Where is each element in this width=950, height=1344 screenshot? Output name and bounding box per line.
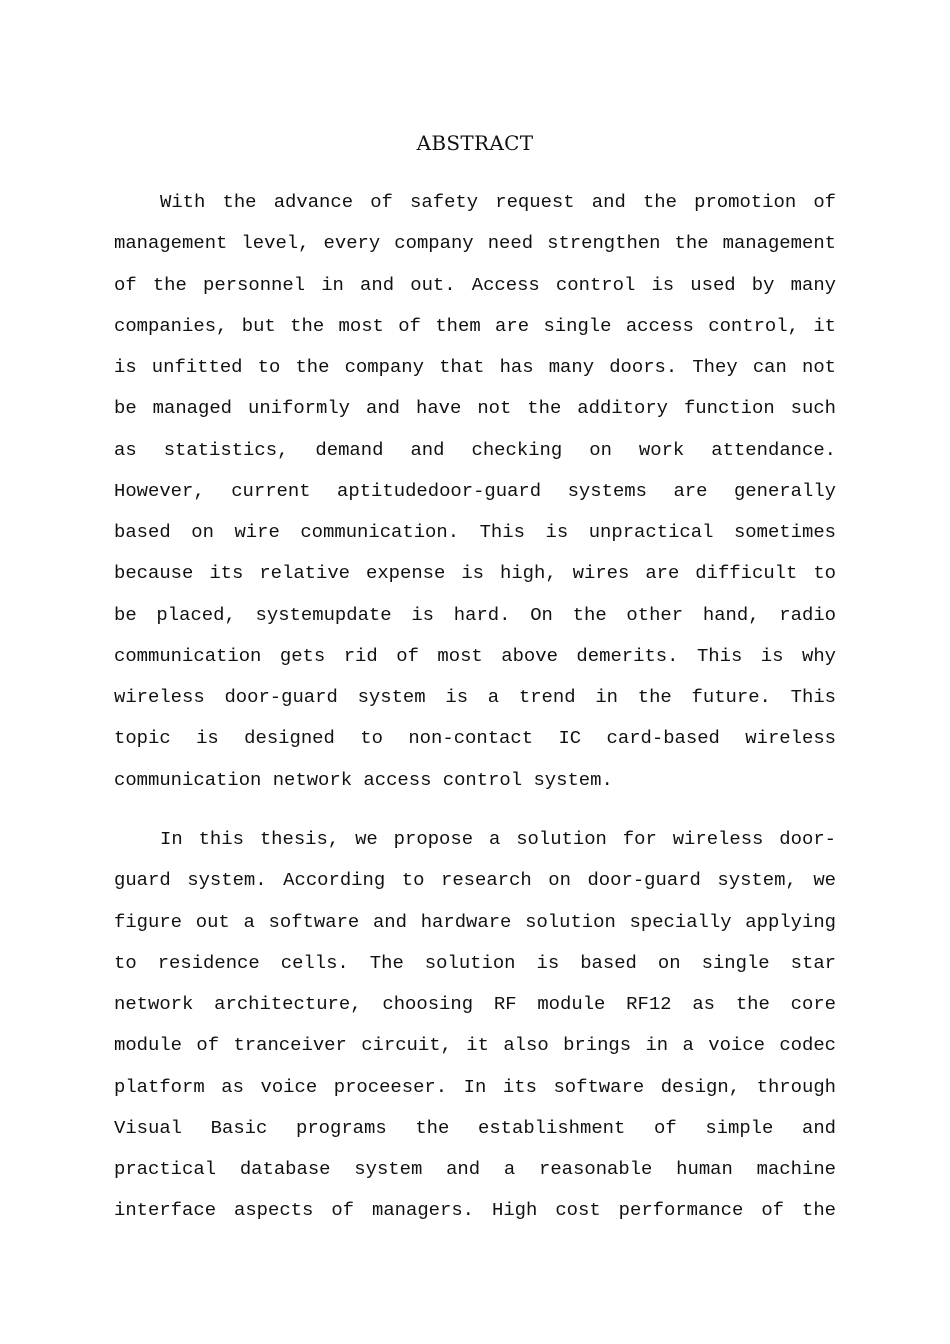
text-line: topic is designed to non-contact IC card-based wireless [114,727,836,750]
abstract-paragraph-2 [114,826,836,1239]
text-line: guard system. According to research on door-guard system, we [114,869,836,892]
text-line: of the personnel in and out. Access control is used by many [114,273,836,296]
text-line: network architecture, choosing RF module RF12 as the core [114,993,836,1015]
text-line: However, current aptitudedoor-guard systems are generally [114,479,836,502]
text-line: communication gets rid of most above demerits. This is why [114,644,836,667]
text-line: wireless door-guard system is a trend in the future. This [114,686,836,708]
text-line: because its relative expense is high, wires are difficult to [114,562,836,585]
text-line: is unfitted to the company that has many doors. They can not [114,356,836,378]
text-line: management level, every company need strengthen the management [114,232,836,255]
text-line: based on wire communication. This is unpractical sometimes [114,521,836,543]
text-line: companies, but the most of them are single access control, it [114,314,836,337]
abstract-paragraph-1 [114,189,836,808]
text-line: module of tranceiver circuit, it also brings in a voice codec [114,1034,836,1057]
text-line: Visual Basic programs the establishment of simple and [114,1116,836,1139]
text-line: to residence cells. The solution is based on single star [114,951,836,974]
abstract-heading: ABSTRACT [416,131,534,155]
text-line: as statistics, demand and checking on work attendance. [114,438,836,461]
text-line: be managed uniformly and have not the additory function such [114,397,836,420]
text-line: interface aspects of managers. High cost performance of the [114,1199,836,1222]
text-line: platform as voice proceeser. In its software design, through [114,1075,836,1098]
text-line: be placed, systemupdate is hard. On the other hand, radio [114,603,836,626]
text-line: figure out a software and hardware solution specially applying [114,910,836,933]
text-line: practical database system and a reasonable human machine [114,1158,836,1180]
text-line: communication network access control system. [114,768,613,791]
text-line: With the advance of safety request and the promotion of [160,191,836,213]
text-line: In this thesis, we propose a solution for wireless door- [160,828,836,850]
